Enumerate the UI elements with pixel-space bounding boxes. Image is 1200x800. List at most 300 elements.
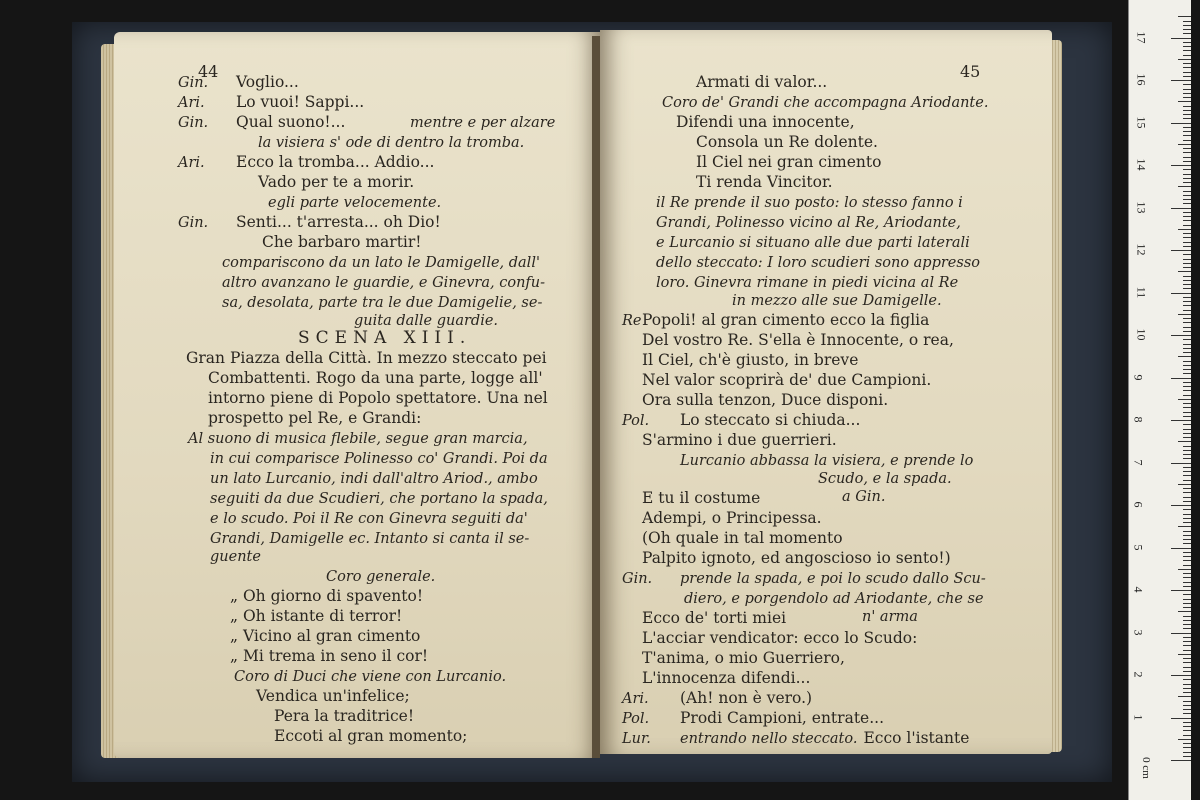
ruler-tick bbox=[1183, 539, 1191, 540]
ruler-tick bbox=[1183, 705, 1191, 706]
ruler-tick bbox=[1183, 131, 1191, 132]
ruler-tick bbox=[1183, 552, 1191, 553]
ruler-tick bbox=[1183, 424, 1191, 425]
speaker-name: Gin. bbox=[178, 115, 209, 131]
text-line bbox=[662, 93, 988, 112]
ruler-tick bbox=[1183, 259, 1191, 260]
ruler-tick bbox=[1183, 565, 1191, 566]
ruler-tick bbox=[1178, 16, 1191, 17]
stage-direction: Grandi, Damigelle ec. Intanto si canta il se- bbox=[210, 531, 530, 547]
text-line bbox=[862, 607, 918, 626]
left-page bbox=[114, 32, 600, 758]
ruler-tick bbox=[1183, 607, 1191, 608]
stage-direction: in mezzo alle sue Damigelle. bbox=[732, 293, 942, 309]
ruler-tick bbox=[1183, 199, 1191, 200]
ruler-tick bbox=[1183, 641, 1191, 642]
ruler-tick bbox=[1183, 429, 1191, 430]
book-gutter bbox=[592, 36, 600, 758]
ruler-tick bbox=[1183, 276, 1191, 277]
text-line bbox=[684, 589, 984, 608]
ruler-tick bbox=[1183, 212, 1191, 213]
ruler-tick bbox=[1183, 174, 1191, 175]
ruler-tick bbox=[1183, 318, 1191, 319]
text-line bbox=[208, 409, 421, 427]
ruler-tick bbox=[1183, 106, 1191, 107]
ruler-tick bbox=[1183, 475, 1191, 476]
verse-text: Palpito ignoto, ed angoscioso io sento!) bbox=[642, 549, 951, 567]
verse-text: Voglio... bbox=[236, 73, 299, 91]
text-line bbox=[298, 329, 471, 347]
stage-direction: Coro di Duci che viene con Lurcanio. bbox=[234, 669, 507, 685]
ruler-tick bbox=[1183, 152, 1191, 153]
ruler-tick bbox=[1183, 701, 1191, 702]
ruler-tick bbox=[1171, 718, 1191, 719]
stage-direction: il Re prende il suo posto: lo stesso fanno i bbox=[656, 195, 963, 211]
text-line bbox=[622, 709, 884, 728]
ruler-tick bbox=[1183, 522, 1191, 523]
ruler-tick bbox=[1183, 72, 1191, 73]
ruler-tick bbox=[1183, 730, 1191, 731]
verse-text: Il Ciel nei gran cimento bbox=[696, 153, 882, 171]
ruler-tick bbox=[1178, 101, 1191, 102]
text-line bbox=[642, 609, 786, 627]
ruler-tick bbox=[1178, 526, 1191, 527]
ruler-tick bbox=[1183, 403, 1191, 404]
verse-text: Popoli! al gran cimento ecco la figlia bbox=[642, 311, 930, 329]
ruler-number: 12 bbox=[1134, 243, 1149, 256]
ruler-tick bbox=[1183, 369, 1191, 370]
verse-text: Ecco la tromba... Addio... bbox=[236, 153, 435, 171]
ruler-tick bbox=[1183, 679, 1191, 680]
ruler-tick bbox=[1183, 684, 1191, 685]
ruler-tick bbox=[1171, 123, 1191, 124]
ruler-tick bbox=[1183, 577, 1191, 578]
ruler-tick bbox=[1171, 548, 1191, 549]
text-line bbox=[222, 293, 542, 312]
text-line bbox=[208, 369, 543, 387]
stage-direction: dello steccato: I loro scudieri sono appresso bbox=[656, 255, 980, 271]
text-line bbox=[622, 569, 986, 588]
text-line bbox=[178, 113, 345, 132]
ruler-tick bbox=[1178, 59, 1191, 60]
ruler-tick bbox=[1183, 688, 1191, 689]
stage-direction: Coro de' Grandi che accompagna Ariodante. bbox=[662, 95, 989, 111]
ruler-tick bbox=[1183, 63, 1191, 64]
ruler-tick bbox=[1183, 471, 1191, 472]
stage-direction: Grandi, Polinesso vicino al Re, Ariodante, bbox=[656, 215, 961, 231]
ruler-tick bbox=[1183, 713, 1191, 714]
ruler-tick bbox=[1183, 454, 1191, 455]
stage-direction: Lurcanio abbassa la visiera, e prende lo bbox=[680, 453, 974, 469]
speaker-name: Ari. bbox=[178, 95, 205, 111]
ruler-tick bbox=[1183, 620, 1191, 621]
ruler-tick bbox=[1183, 497, 1191, 498]
text-line bbox=[210, 469, 538, 488]
text-line bbox=[230, 627, 420, 645]
stage-direction: la visiera s' ode di dentro la tromba. bbox=[258, 135, 525, 151]
speaker-name: Gin. bbox=[622, 571, 653, 587]
ruler-tick bbox=[1183, 84, 1191, 85]
verse-text: Del vostro Re. S'ella è Innocente, o rea, bbox=[642, 331, 954, 349]
ruler-tick bbox=[1183, 339, 1191, 340]
text-line bbox=[656, 213, 961, 232]
stage-direction: entrando nello steccato. bbox=[680, 731, 858, 747]
ruler-tick bbox=[1183, 67, 1191, 68]
verse-text: Lo steccato si chiuda... bbox=[680, 411, 861, 429]
ruler-tick bbox=[1171, 633, 1191, 634]
ruler-tick bbox=[1183, 157, 1191, 158]
ruler-tick bbox=[1183, 263, 1191, 264]
stage-direction: a Gin. bbox=[842, 489, 886, 505]
text-line bbox=[642, 331, 954, 349]
ruler-tick bbox=[1183, 118, 1191, 119]
text-line bbox=[696, 153, 881, 171]
text-line bbox=[622, 729, 969, 748]
ruler-tick bbox=[1183, 373, 1191, 374]
stage-direction: guita dalle guardie. bbox=[354, 313, 499, 329]
ruler-number: 7 bbox=[1131, 459, 1146, 465]
stage-direction: seguiti da due Scudieri, che portano la spada, bbox=[210, 491, 548, 507]
stage-direction: e lo scudo. Poi il Re con Ginevra seguiti da' bbox=[210, 511, 528, 527]
verse-text: Senti... t'arresta... oh Dio! bbox=[236, 213, 441, 231]
ruler-tick bbox=[1183, 492, 1191, 493]
verse-text: (Ah! non è vero.) bbox=[680, 689, 813, 707]
ruler-tick bbox=[1183, 628, 1191, 629]
ruler-tick bbox=[1183, 594, 1191, 595]
text-line bbox=[642, 509, 822, 527]
ruler-tick bbox=[1183, 55, 1191, 56]
ruler-tick bbox=[1183, 514, 1191, 515]
ruler-number: 8 bbox=[1131, 416, 1146, 423]
ruler-tick bbox=[1183, 76, 1191, 77]
ruler-tick bbox=[1171, 420, 1191, 421]
text-line bbox=[256, 687, 410, 705]
ruler-tick bbox=[1183, 382, 1191, 383]
text-line bbox=[732, 291, 942, 310]
text-line bbox=[656, 193, 963, 212]
ruler-tick bbox=[1183, 662, 1191, 663]
verse-text: Prodi Campioni, entrate... bbox=[680, 709, 884, 727]
page-number: 44 bbox=[198, 62, 219, 81]
text-line bbox=[818, 469, 952, 488]
stage-direction: prende la spada, e poi lo scudo dallo Scu- bbox=[680, 571, 986, 587]
text-line bbox=[234, 667, 506, 686]
ruler-number: 15 bbox=[1134, 116, 1149, 128]
ruler-tick bbox=[1183, 616, 1191, 617]
ruler-tick bbox=[1183, 140, 1191, 141]
stage-direction: in cui comparisce Polinesso co' Grandi. Poi da bbox=[210, 451, 548, 467]
verse-text: „ Vicino al gran cimento bbox=[230, 627, 421, 645]
ruler-tick bbox=[1183, 327, 1191, 328]
text-line bbox=[680, 451, 973, 470]
text-line bbox=[210, 547, 261, 566]
verse-text: prospetto pel Re, e Grandi: bbox=[208, 409, 422, 427]
text-line bbox=[622, 311, 929, 330]
ruler-tick bbox=[1171, 505, 1191, 506]
measurement-ruler bbox=[1128, 0, 1191, 800]
ruler-number: 6 bbox=[1131, 501, 1146, 508]
ruler-tick bbox=[1183, 182, 1191, 183]
text-line bbox=[642, 529, 843, 547]
speaker-name: Pol. bbox=[622, 413, 650, 429]
verse-text: L'innocenza difendi... bbox=[642, 669, 811, 687]
ruler-tick bbox=[1183, 599, 1191, 600]
ruler-tick bbox=[1183, 225, 1191, 226]
stage-direction: un lato Lurcanio, indi dall'altro Ariod., ambo bbox=[210, 471, 538, 487]
text-line bbox=[642, 351, 858, 369]
text-line bbox=[842, 487, 885, 506]
ruler-tick bbox=[1178, 271, 1191, 272]
text-line bbox=[656, 253, 980, 272]
verse-text: Che barbaro martir! bbox=[262, 233, 422, 251]
stage-direction: sa, desolata, parte tra le due Damigelie, se- bbox=[222, 295, 543, 311]
ruler-tick bbox=[1178, 739, 1191, 740]
text-line bbox=[210, 489, 548, 508]
verse-text: Il Ciel, ch'è giusto, in breve bbox=[642, 351, 859, 369]
ruler-tick bbox=[1183, 386, 1191, 387]
text-line bbox=[186, 349, 547, 367]
ruler-tick bbox=[1183, 284, 1191, 285]
ruler-number: 13 bbox=[1134, 201, 1149, 213]
ruler-tick bbox=[1183, 747, 1191, 748]
text-line bbox=[178, 213, 441, 232]
ruler-tick bbox=[1183, 412, 1191, 413]
speaker-name: Lur. bbox=[622, 731, 651, 747]
ruler-tick bbox=[1183, 509, 1191, 510]
text-line bbox=[642, 371, 931, 389]
verse-text: Consola un Re dolente. bbox=[696, 133, 878, 151]
verse-text: Lo vuoi! Sappi... bbox=[236, 93, 365, 111]
ruler-number: 14 bbox=[1134, 158, 1149, 171]
ruler-number: 2 bbox=[1131, 671, 1146, 678]
ruler-tick bbox=[1183, 560, 1191, 561]
ruler-tick bbox=[1178, 399, 1191, 400]
stage-direction: guente bbox=[210, 549, 261, 565]
ruler-number: 11 bbox=[1134, 286, 1149, 298]
ruler-tick bbox=[1183, 603, 1191, 604]
ruler-tick bbox=[1183, 480, 1191, 481]
ruler-tick bbox=[1183, 267, 1191, 268]
text-line bbox=[210, 449, 548, 468]
ruler-tick bbox=[1178, 569, 1191, 570]
speaker-name: Ari. bbox=[622, 691, 649, 707]
verse-text: Combattenti. Rogo da una parte, logge all' bbox=[208, 369, 543, 387]
ruler-tick bbox=[1183, 692, 1191, 693]
ruler-tick bbox=[1183, 752, 1191, 753]
ruler-tick bbox=[1183, 114, 1191, 115]
ruler-tick bbox=[1183, 50, 1191, 51]
ruler-tick bbox=[1183, 178, 1191, 179]
ruler-tick bbox=[1183, 437, 1191, 438]
ruler-tick bbox=[1183, 322, 1191, 323]
ruler-tick bbox=[1183, 458, 1191, 459]
verse-text: „ Oh giorno di spavento! bbox=[230, 587, 424, 605]
ruler-tick bbox=[1183, 161, 1191, 162]
ruler-tick bbox=[1171, 378, 1191, 379]
ruler-tick bbox=[1183, 582, 1191, 583]
ruler-tick bbox=[1183, 450, 1191, 451]
stage-direction: Scudo, e la spada. bbox=[818, 471, 952, 487]
ruler-tick bbox=[1171, 335, 1191, 336]
verse-text: Adempi, o Principessa. bbox=[642, 509, 822, 527]
ruler-tick bbox=[1183, 709, 1191, 710]
stage-direction: Al suono di musica flebile, segue gran marcia, bbox=[188, 431, 528, 447]
ruler-tick bbox=[1183, 407, 1191, 408]
verse-text: „ Mi trema in seno il cor! bbox=[230, 647, 429, 665]
ruler-number: 5 bbox=[1131, 544, 1146, 550]
text-line bbox=[258, 173, 414, 191]
ruler-tick bbox=[1183, 433, 1191, 434]
ruler-tick bbox=[1171, 760, 1191, 761]
ruler-number: 10 bbox=[1134, 328, 1149, 341]
ruler-tick bbox=[1183, 169, 1191, 170]
stage-direction: diero, e porgendolo ad Ariodante, che se bbox=[684, 591, 984, 607]
ruler-number: 3 bbox=[1131, 629, 1146, 635]
ruler-tick bbox=[1171, 250, 1191, 251]
ruler-tick bbox=[1183, 191, 1191, 192]
verse-text: Vendica un'infelice; bbox=[256, 687, 410, 705]
text-line bbox=[230, 587, 423, 605]
text-line bbox=[642, 669, 810, 687]
ruler-tick bbox=[1183, 658, 1191, 659]
ruler-tick bbox=[1183, 446, 1191, 447]
ruler-tick bbox=[1183, 395, 1191, 396]
verse-text: Qual suono!... bbox=[236, 113, 346, 131]
stage-direction: n' arma bbox=[862, 609, 918, 625]
ruler-tick bbox=[1178, 696, 1191, 697]
ruler-tick bbox=[1178, 654, 1191, 655]
text-line bbox=[642, 489, 760, 507]
ruler-tick bbox=[1183, 637, 1191, 638]
ruler-tick bbox=[1183, 203, 1191, 204]
ruler-tick bbox=[1183, 233, 1191, 234]
verse-text: Ecco l'istante bbox=[863, 729, 970, 747]
ruler-tick bbox=[1183, 535, 1191, 536]
verse-text: „ Oh istante di terror! bbox=[230, 607, 403, 625]
ruler-tick bbox=[1183, 348, 1191, 349]
ruler-tick bbox=[1183, 416, 1191, 417]
text-line bbox=[262, 233, 422, 251]
ruler-tick bbox=[1183, 543, 1191, 544]
text-line bbox=[642, 549, 951, 567]
speaker-name: Pol. bbox=[622, 711, 650, 727]
ruler-tick bbox=[1178, 229, 1191, 230]
ruler-unit-label: 0 cm bbox=[1139, 757, 1152, 779]
ruler-tick bbox=[1183, 33, 1191, 34]
ruler-tick bbox=[1171, 165, 1191, 166]
ruler-tick bbox=[1183, 29, 1191, 30]
ruler-tick bbox=[1183, 365, 1191, 366]
verse-text: Difendi una innocente, bbox=[676, 113, 855, 131]
ruler-tick bbox=[1183, 726, 1191, 727]
text-line bbox=[274, 727, 467, 745]
ruler-tick bbox=[1183, 301, 1191, 302]
ruler-tick bbox=[1183, 305, 1191, 306]
speaker-name: Gin. bbox=[178, 75, 209, 91]
verse-text: (Oh quale in tal momento bbox=[642, 529, 843, 547]
ruler-number: 17 bbox=[1134, 31, 1149, 43]
ruler-tick bbox=[1178, 356, 1191, 357]
ruler-tick bbox=[1183, 361, 1191, 362]
stage-direction: compariscono da un lato le Damigelle, dall' bbox=[222, 255, 540, 271]
ruler-tick bbox=[1183, 650, 1191, 651]
text-line bbox=[258, 133, 524, 152]
text-line bbox=[676, 113, 855, 131]
page-number: 45 bbox=[960, 62, 981, 81]
stage-direction: e Lurcanio si situano alle due parti laterali bbox=[656, 235, 970, 251]
text-line bbox=[696, 133, 878, 151]
ruler-tick bbox=[1183, 135, 1191, 136]
ruler-tick bbox=[1183, 556, 1191, 557]
ruler-tick bbox=[1183, 237, 1191, 238]
ruler-tick bbox=[1171, 293, 1191, 294]
text-line bbox=[178, 93, 364, 112]
ruler-tick bbox=[1183, 518, 1191, 519]
text-line bbox=[642, 629, 917, 647]
ruler-tick bbox=[1183, 722, 1191, 723]
ruler-tick bbox=[1183, 254, 1191, 255]
ruler-tick bbox=[1183, 21, 1191, 22]
text-line bbox=[268, 193, 441, 212]
ruler-tick bbox=[1183, 667, 1191, 668]
text-line bbox=[696, 173, 833, 191]
ruler-tick bbox=[1183, 735, 1191, 736]
ruler-tick bbox=[1183, 756, 1191, 757]
ruler-number: 9 bbox=[1131, 374, 1146, 380]
text-line bbox=[178, 153, 434, 172]
text-line bbox=[230, 607, 402, 625]
verse-text: Pera la traditrice! bbox=[274, 707, 415, 725]
speaker-name: Ari. bbox=[178, 155, 205, 171]
verse-text: Ora sulla tenzon, Duce disponi. bbox=[642, 391, 889, 409]
text-line bbox=[230, 647, 428, 665]
text-line bbox=[642, 649, 845, 667]
ruler-tick bbox=[1183, 573, 1191, 574]
ruler-tick bbox=[1171, 38, 1191, 39]
text-line bbox=[326, 567, 435, 586]
ruler-tick bbox=[1183, 501, 1191, 502]
ruler-tick bbox=[1171, 590, 1191, 591]
text-line bbox=[656, 273, 958, 292]
ruler-tick bbox=[1183, 671, 1191, 672]
ruler-tick bbox=[1183, 93, 1191, 94]
verse-text: Nel valor scoprirà de' due Campioni. bbox=[642, 371, 932, 389]
text-line bbox=[622, 689, 812, 708]
text-line bbox=[642, 391, 888, 409]
stage-direction: loro. Ginevra rimane in piedi vicina al Re bbox=[656, 275, 959, 291]
text-line bbox=[222, 273, 545, 292]
ruler-tick bbox=[1183, 220, 1191, 221]
verse-text: T'anima, o mio Guerriero, bbox=[642, 649, 845, 667]
text-line bbox=[410, 113, 555, 132]
ruler-tick bbox=[1178, 186, 1191, 187]
ruler-tick bbox=[1178, 441, 1191, 442]
verse-text: Armati di valor... bbox=[696, 73, 828, 91]
ruler-tick bbox=[1178, 144, 1191, 145]
ruler-tick bbox=[1183, 195, 1191, 196]
ruler-tick bbox=[1183, 297, 1191, 298]
right-page bbox=[600, 30, 1052, 754]
ruler-tick bbox=[1183, 25, 1191, 26]
ruler-tick bbox=[1171, 463, 1191, 464]
text-line bbox=[208, 389, 548, 407]
text-line bbox=[178, 73, 299, 92]
text-line bbox=[642, 431, 837, 449]
ruler-tick bbox=[1183, 127, 1191, 128]
speaker-name: Gin. bbox=[178, 215, 209, 231]
ruler-tick bbox=[1183, 344, 1191, 345]
text-line bbox=[656, 233, 970, 252]
